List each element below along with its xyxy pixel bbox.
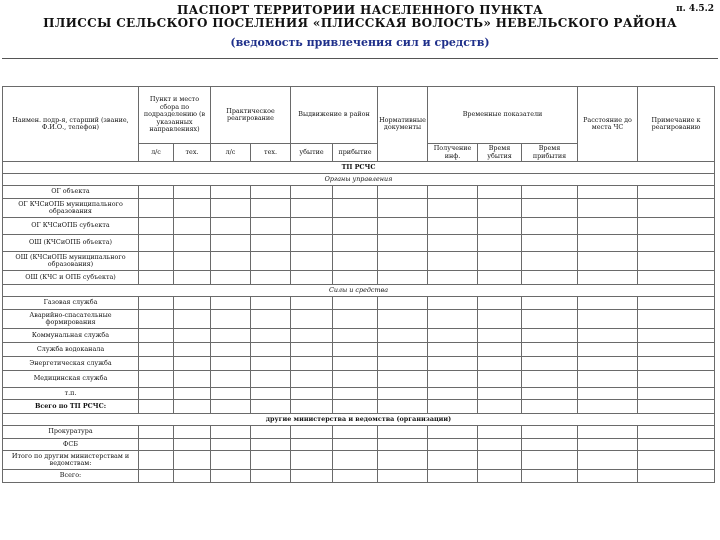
- subheader-tech-2: тех.: [251, 144, 291, 162]
- table-row-label: т.п.: [3, 388, 139, 400]
- table-row-label: ФСБ: [3, 439, 139, 451]
- subheader-departure: убытие: [291, 144, 333, 162]
- table-row-label: ОГ объекта: [3, 186, 139, 199]
- subheader-tech: тех.: [174, 144, 211, 162]
- subheader-time-departure: Время убытия: [478, 144, 522, 162]
- header-divider: [2, 58, 718, 59]
- section-tp-rschs: ТП РСЧС: [3, 162, 715, 174]
- col-header-distance: Расстояние до места ЧС: [578, 87, 638, 162]
- subheader-ls-2: л/с: [211, 144, 251, 162]
- col-header-norm-docs: Нормативные документы: [378, 87, 428, 162]
- table-row-label: ОГ КЧСиОПБ субъекта: [3, 218, 139, 235]
- table-row-label: ОШ (КЧС и ОПБ субъекта): [3, 271, 139, 285]
- table-row-label: Медицинская служба: [3, 371, 139, 388]
- table-row-label: ОШ (КЧСиОПБ муниципального образования): [3, 252, 139, 271]
- col-header-practical: Практическое реагирование: [211, 87, 291, 144]
- page-number: п. 4.5.2: [676, 4, 714, 14]
- col-header-name: Наимен. подр-я, старший (звание, Ф.И.О., телефон): [3, 87, 139, 162]
- table-row-label: Аварийно-спасательные формирования: [3, 310, 139, 329]
- section-other-ministries: другие министерства и ведомства (организации): [3, 414, 715, 426]
- col-header-direction: Выдвижение в район: [291, 87, 378, 144]
- subheader-info-received: Получение инф.: [428, 144, 478, 162]
- resources-table: [2, 86, 715, 483]
- total-tp-label: Всего по ТП РСЧС:: [3, 400, 139, 414]
- table-row-label: Прокуратура: [3, 426, 139, 439]
- table-row-label: Служба водоканала: [3, 343, 139, 357]
- table-row-label: Энергетическая служба: [3, 357, 139, 371]
- section-org-management: Органы управления: [3, 174, 715, 186]
- table-row-label: Газовая служба: [3, 297, 139, 310]
- subheader-ls: л/с: [139, 144, 174, 162]
- subtitle: (ведомость привлечения сил и средств): [230, 36, 490, 49]
- title-line-2: ПЛИССЫ СЕЛЬСКОГО ПОСЕЛЕНИЯ «ПЛИССКАЯ ВОЛОСТЬ» НЕВЕЛЬСКОГО РАЙОНА: [43, 16, 677, 30]
- col-header-note: Примечание к реагированию: [638, 87, 715, 162]
- title-line-1: ПАСПОРТ ТЕРРИТОРИИ НАСЕЛЕННОГО ПУНКТА: [176, 3, 544, 17]
- table-row-label: ОГ КЧСиОПБ муниципального образования: [3, 199, 139, 218]
- table-row-label: ОШ (КЧСиОПБ объекта): [3, 235, 139, 252]
- section-forces: Силы и средства: [3, 285, 715, 297]
- col-header-time-limits: Временные показатели: [428, 87, 578, 144]
- subheader-arrival: прибытие: [333, 144, 378, 162]
- subheader-time-arrival: Время прибытия: [522, 144, 578, 162]
- col-header-group-place: Пункт и место сбора по подразделению (в указанных направлениях): [139, 87, 211, 144]
- table-row-label: Итого по другим министерствам и ведомствам:: [3, 451, 139, 470]
- table-row-label: Всего:: [3, 470, 139, 483]
- table-row-label: Коммунальная служба: [3, 329, 139, 343]
